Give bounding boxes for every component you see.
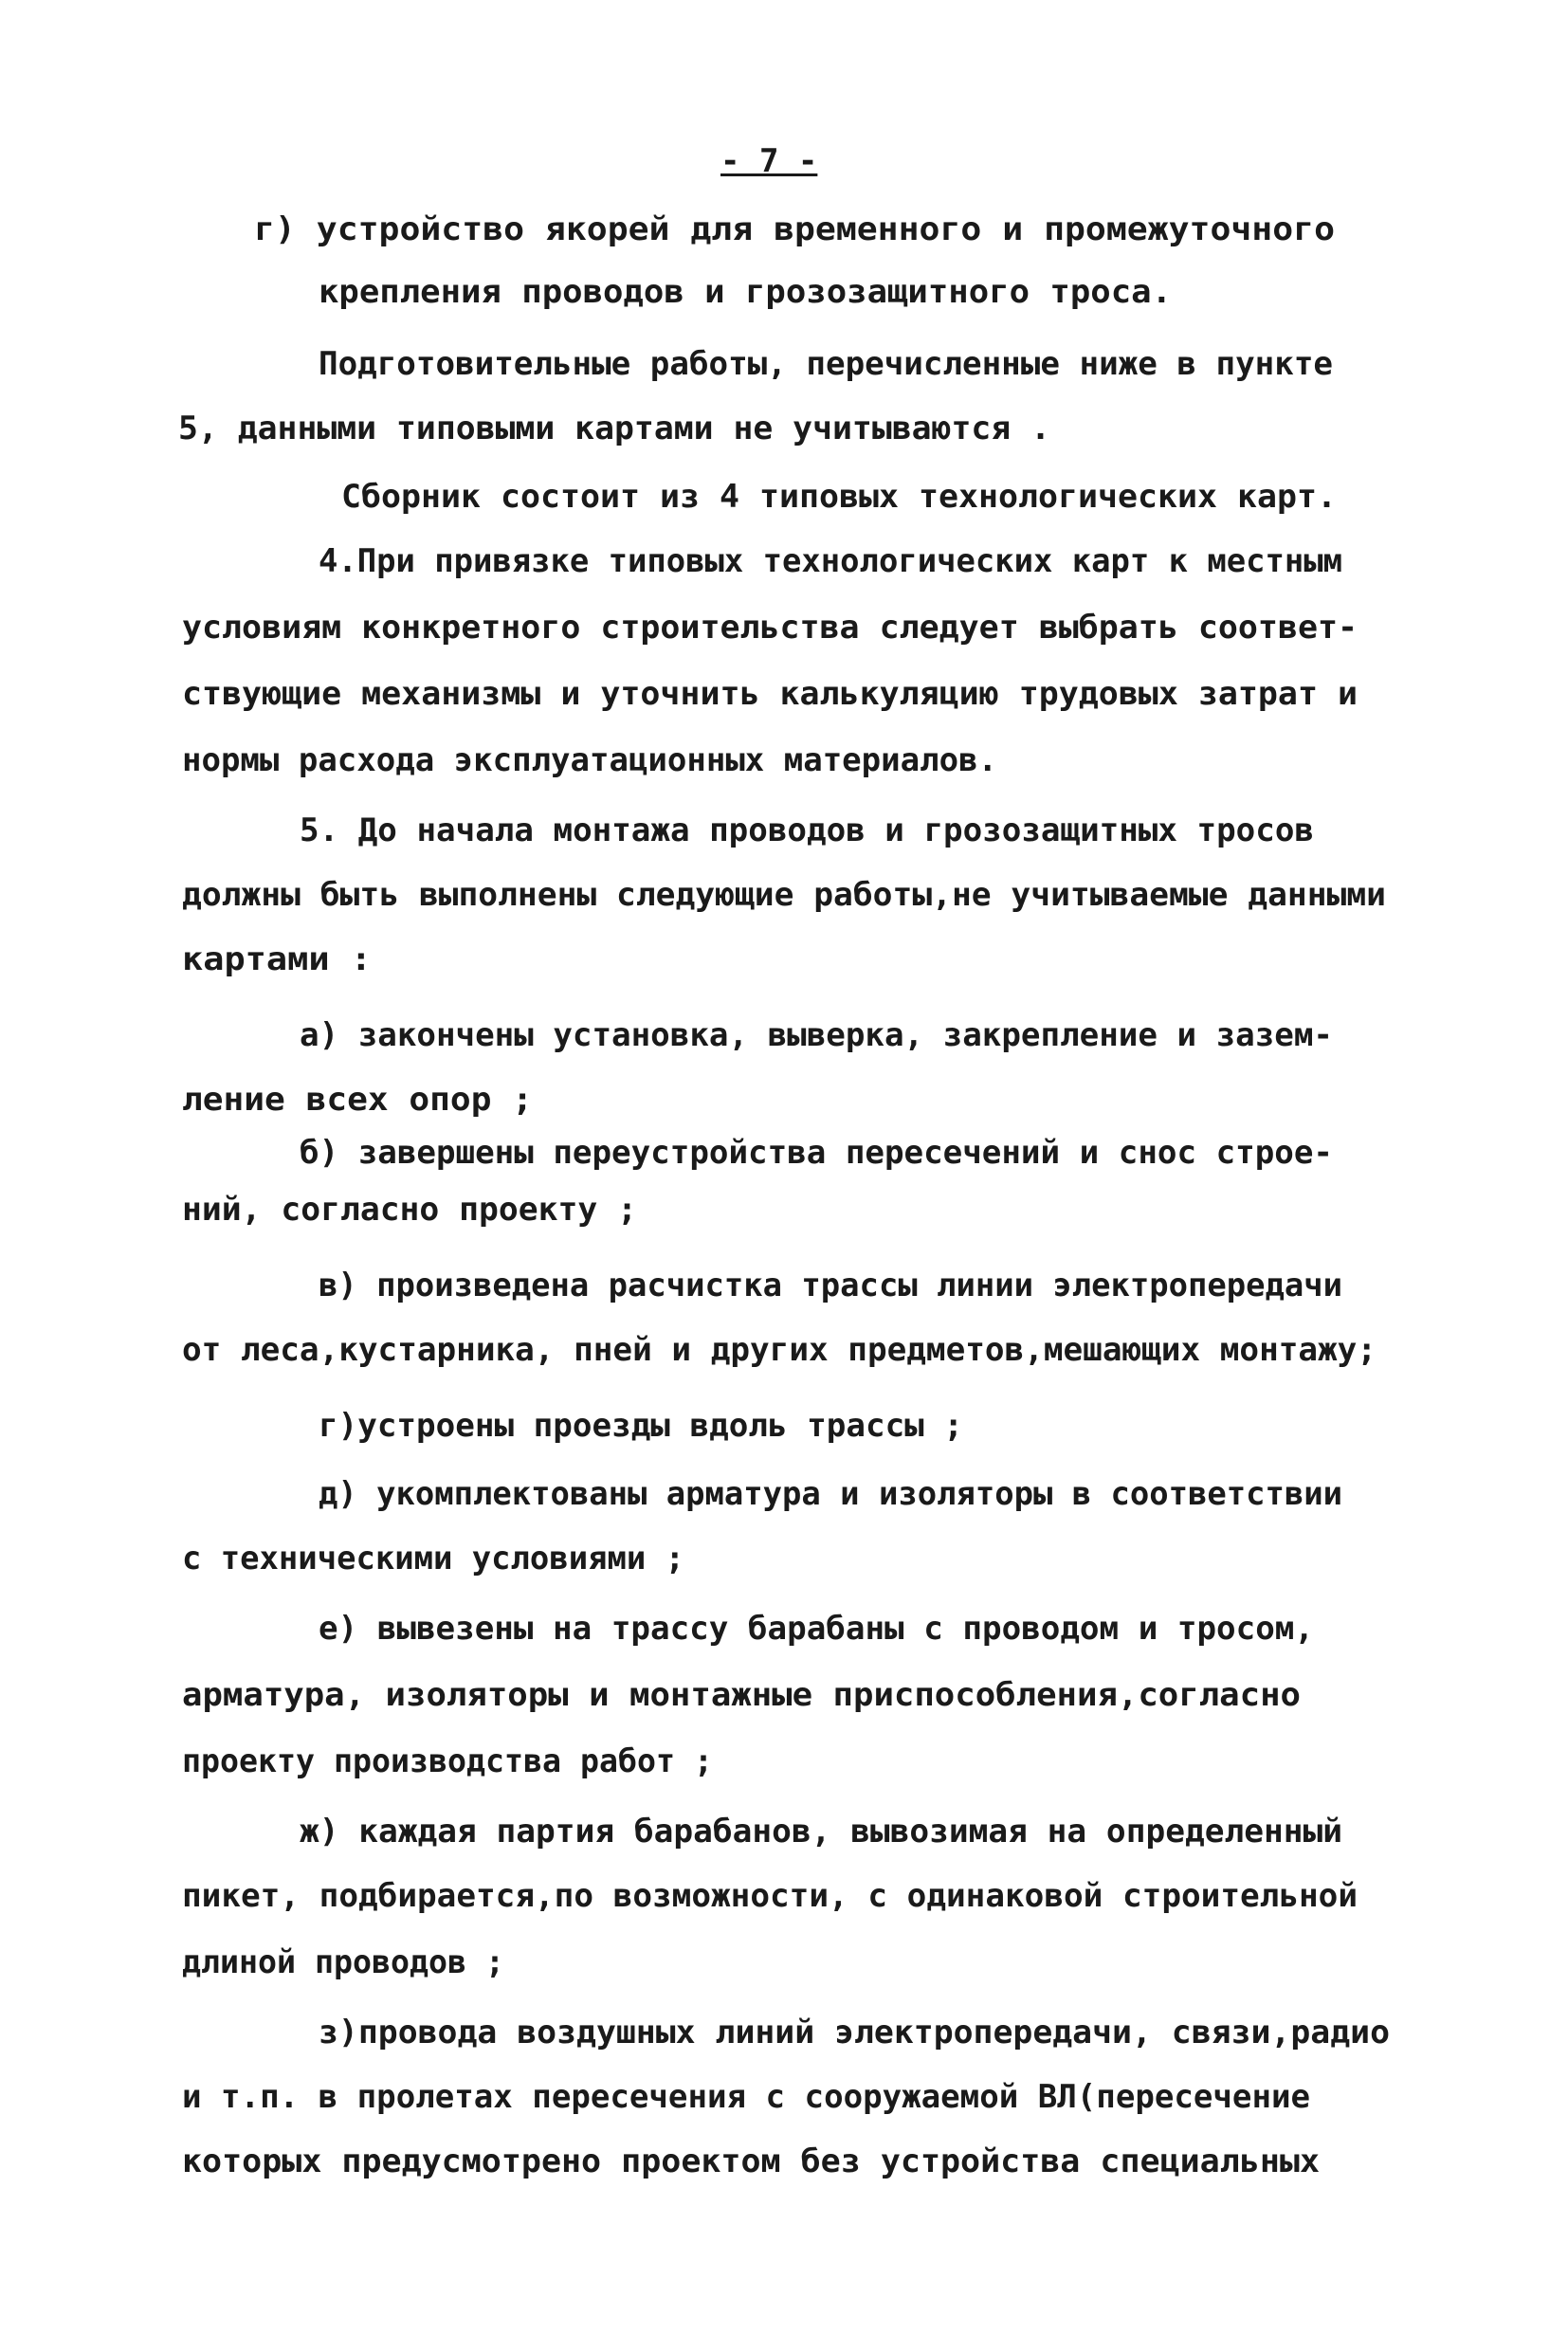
text-line: б) завершены переустройства пересечений и снос строе- [300, 1134, 1333, 1172]
text-line: картами : [182, 940, 372, 978]
text-line: ствующие механизмы и уточнить калькуляцию трудовых затрат и [182, 675, 1358, 713]
text-line: с техническими условиями ; [182, 1540, 684, 1577]
text-line: и т.п. в пролетах пересечения с сооружаемой ВЛ(пересечение [182, 2078, 1310, 2116]
text-line: 5, данными типовыми картами не учитываются . [178, 410, 1050, 447]
text-line: условиям конкретного строительства следует выбрать соответ- [182, 609, 1358, 647]
text-line: д) укомплектованы арматура и изоляторы в соответствии [319, 1475, 1342, 1513]
text-line: ний, согласно проекту ; [182, 1191, 637, 1229]
text-line: нормы расхода эксплуатационных материалов. [182, 741, 997, 779]
text-line: г) устройство якорей для временного и промежуточного [254, 210, 1335, 248]
text-line: пикет, подбирается,по возможности, с одинаковой строительной [182, 1877, 1358, 1915]
text-line: которых предусмотрено проектом без устройства специальных [182, 2142, 1320, 2180]
text-line: з)провода воздушных линий электропередачи, связи,радио [319, 2014, 1390, 2051]
page-number: - 7 - [720, 142, 818, 180]
text-line: 4.При привязке типовых технологических карт к местным [319, 542, 1342, 580]
text-line: ление всех опор ; [182, 1081, 533, 1119]
text-line: арматура, изоляторы и монтажные приспособления,согласно [182, 1676, 1301, 1714]
text-line: должны быть выполнены следующие работы,не учитываемые данными [182, 876, 1386, 914]
text-line: Сборник состоит из 4 типовых технологических карт. [341, 478, 1337, 516]
text-line: проекту производства работ ; [182, 1742, 713, 1780]
text-line: от леса,кустарника, пней и других предметов,мешающих монтажу; [182, 1331, 1377, 1369]
text-line: е) вывезены на трассу барабаны с проводом и тросом, [319, 1610, 1314, 1648]
text-line: Подготовительные работы, перечисленные ниже в пункте [319, 345, 1333, 383]
text-line: в) произведена расчистка трассы линии электропередачи [319, 1267, 1342, 1304]
text-line: г)устроены проезды вдоль трассы ; [319, 1407, 963, 1445]
text-line: ж) каждая партия барабанов, вывозимая на определенный [300, 1813, 1342, 1851]
text-line: крепления проводов и грозозащитного троса. [319, 273, 1172, 311]
text-line: длиной проводов ; [182, 1943, 504, 1981]
text-line: 5. До начала монтажа проводов и грозозащитных тросов [300, 811, 1314, 849]
text-line: а) закончены установка, выверка, закрепление и зазем- [300, 1016, 1333, 1054]
